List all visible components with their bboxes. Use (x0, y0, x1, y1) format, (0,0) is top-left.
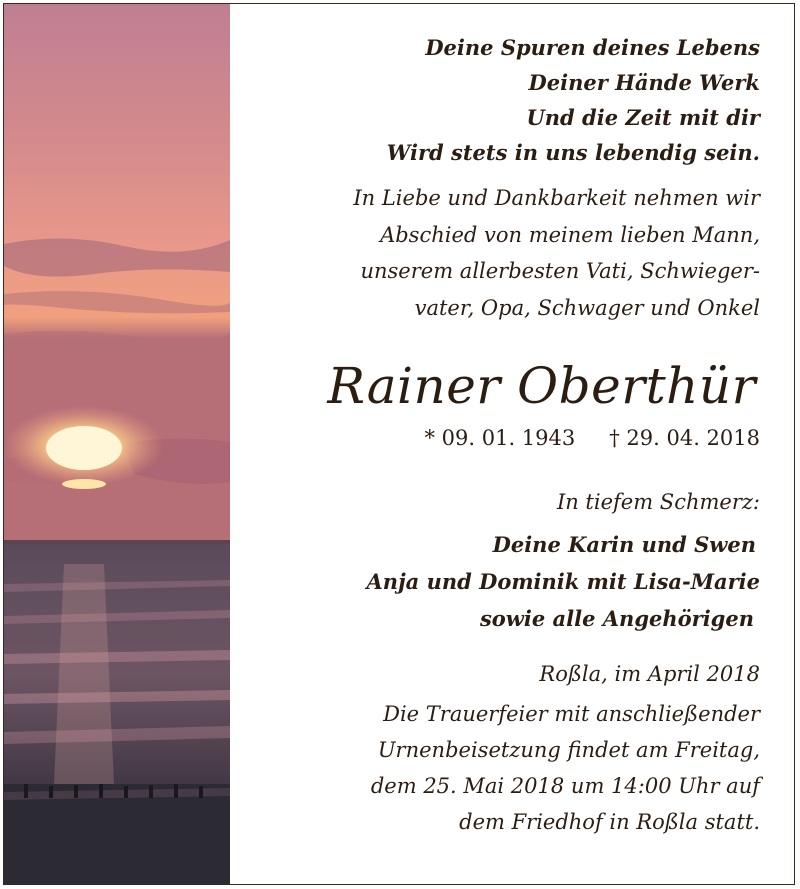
life-dates (240, 420, 760, 456)
birth-date: * 09. 01. 1943 (424, 426, 576, 450)
intro-paragraph (240, 180, 760, 326)
sunset-photo (4, 4, 230, 884)
service-notice (240, 696, 760, 840)
service-line: Die Trauerfeier mit anschließender (383, 702, 760, 726)
service-line: dem 25. Mai 2018 um 14:00 Uhr auf (370, 774, 760, 798)
intro-line: unserem allerbesten Vati, Schwieger- (360, 259, 760, 283)
motto-line: Wird stets in uns lebendig sein. (386, 140, 760, 165)
family-line: Anja und Dominik mit Lisa-Marie (366, 569, 760, 594)
family-names (240, 526, 760, 637)
motto-line: Deine Spuren deines Lebens (425, 35, 760, 60)
family-line: Deine Karin und Swen (492, 532, 756, 557)
place-date: Roßla, im April 2018 (539, 662, 760, 686)
motto-verse (240, 30, 760, 170)
motto-line: Und die Zeit mit dir (526, 105, 760, 130)
family-line: sowie alle Angehörigen (479, 606, 754, 631)
intro-line: In Liebe und Dankbarkeit nehmen wir (353, 186, 760, 210)
death-date: † 29. 04. 2018 (609, 426, 760, 450)
obituary-text (240, 30, 760, 840)
sunset-image (4, 4, 230, 884)
mourning-label: In tiefem Schmerz: (556, 490, 760, 514)
service-line: Urnenbeisetzung findet am Freitag, (377, 738, 760, 762)
deceased-name: Rainer Oberthür (327, 357, 756, 415)
intro-line: vater, Opa, Schwager und Onkel (414, 295, 760, 320)
service-line: dem Friedhof in Roßla statt. (459, 810, 760, 834)
intro-line: Abschied von meinem lieben Mann, (380, 222, 760, 247)
motto-line: Deiner Hände Werk (528, 70, 760, 95)
